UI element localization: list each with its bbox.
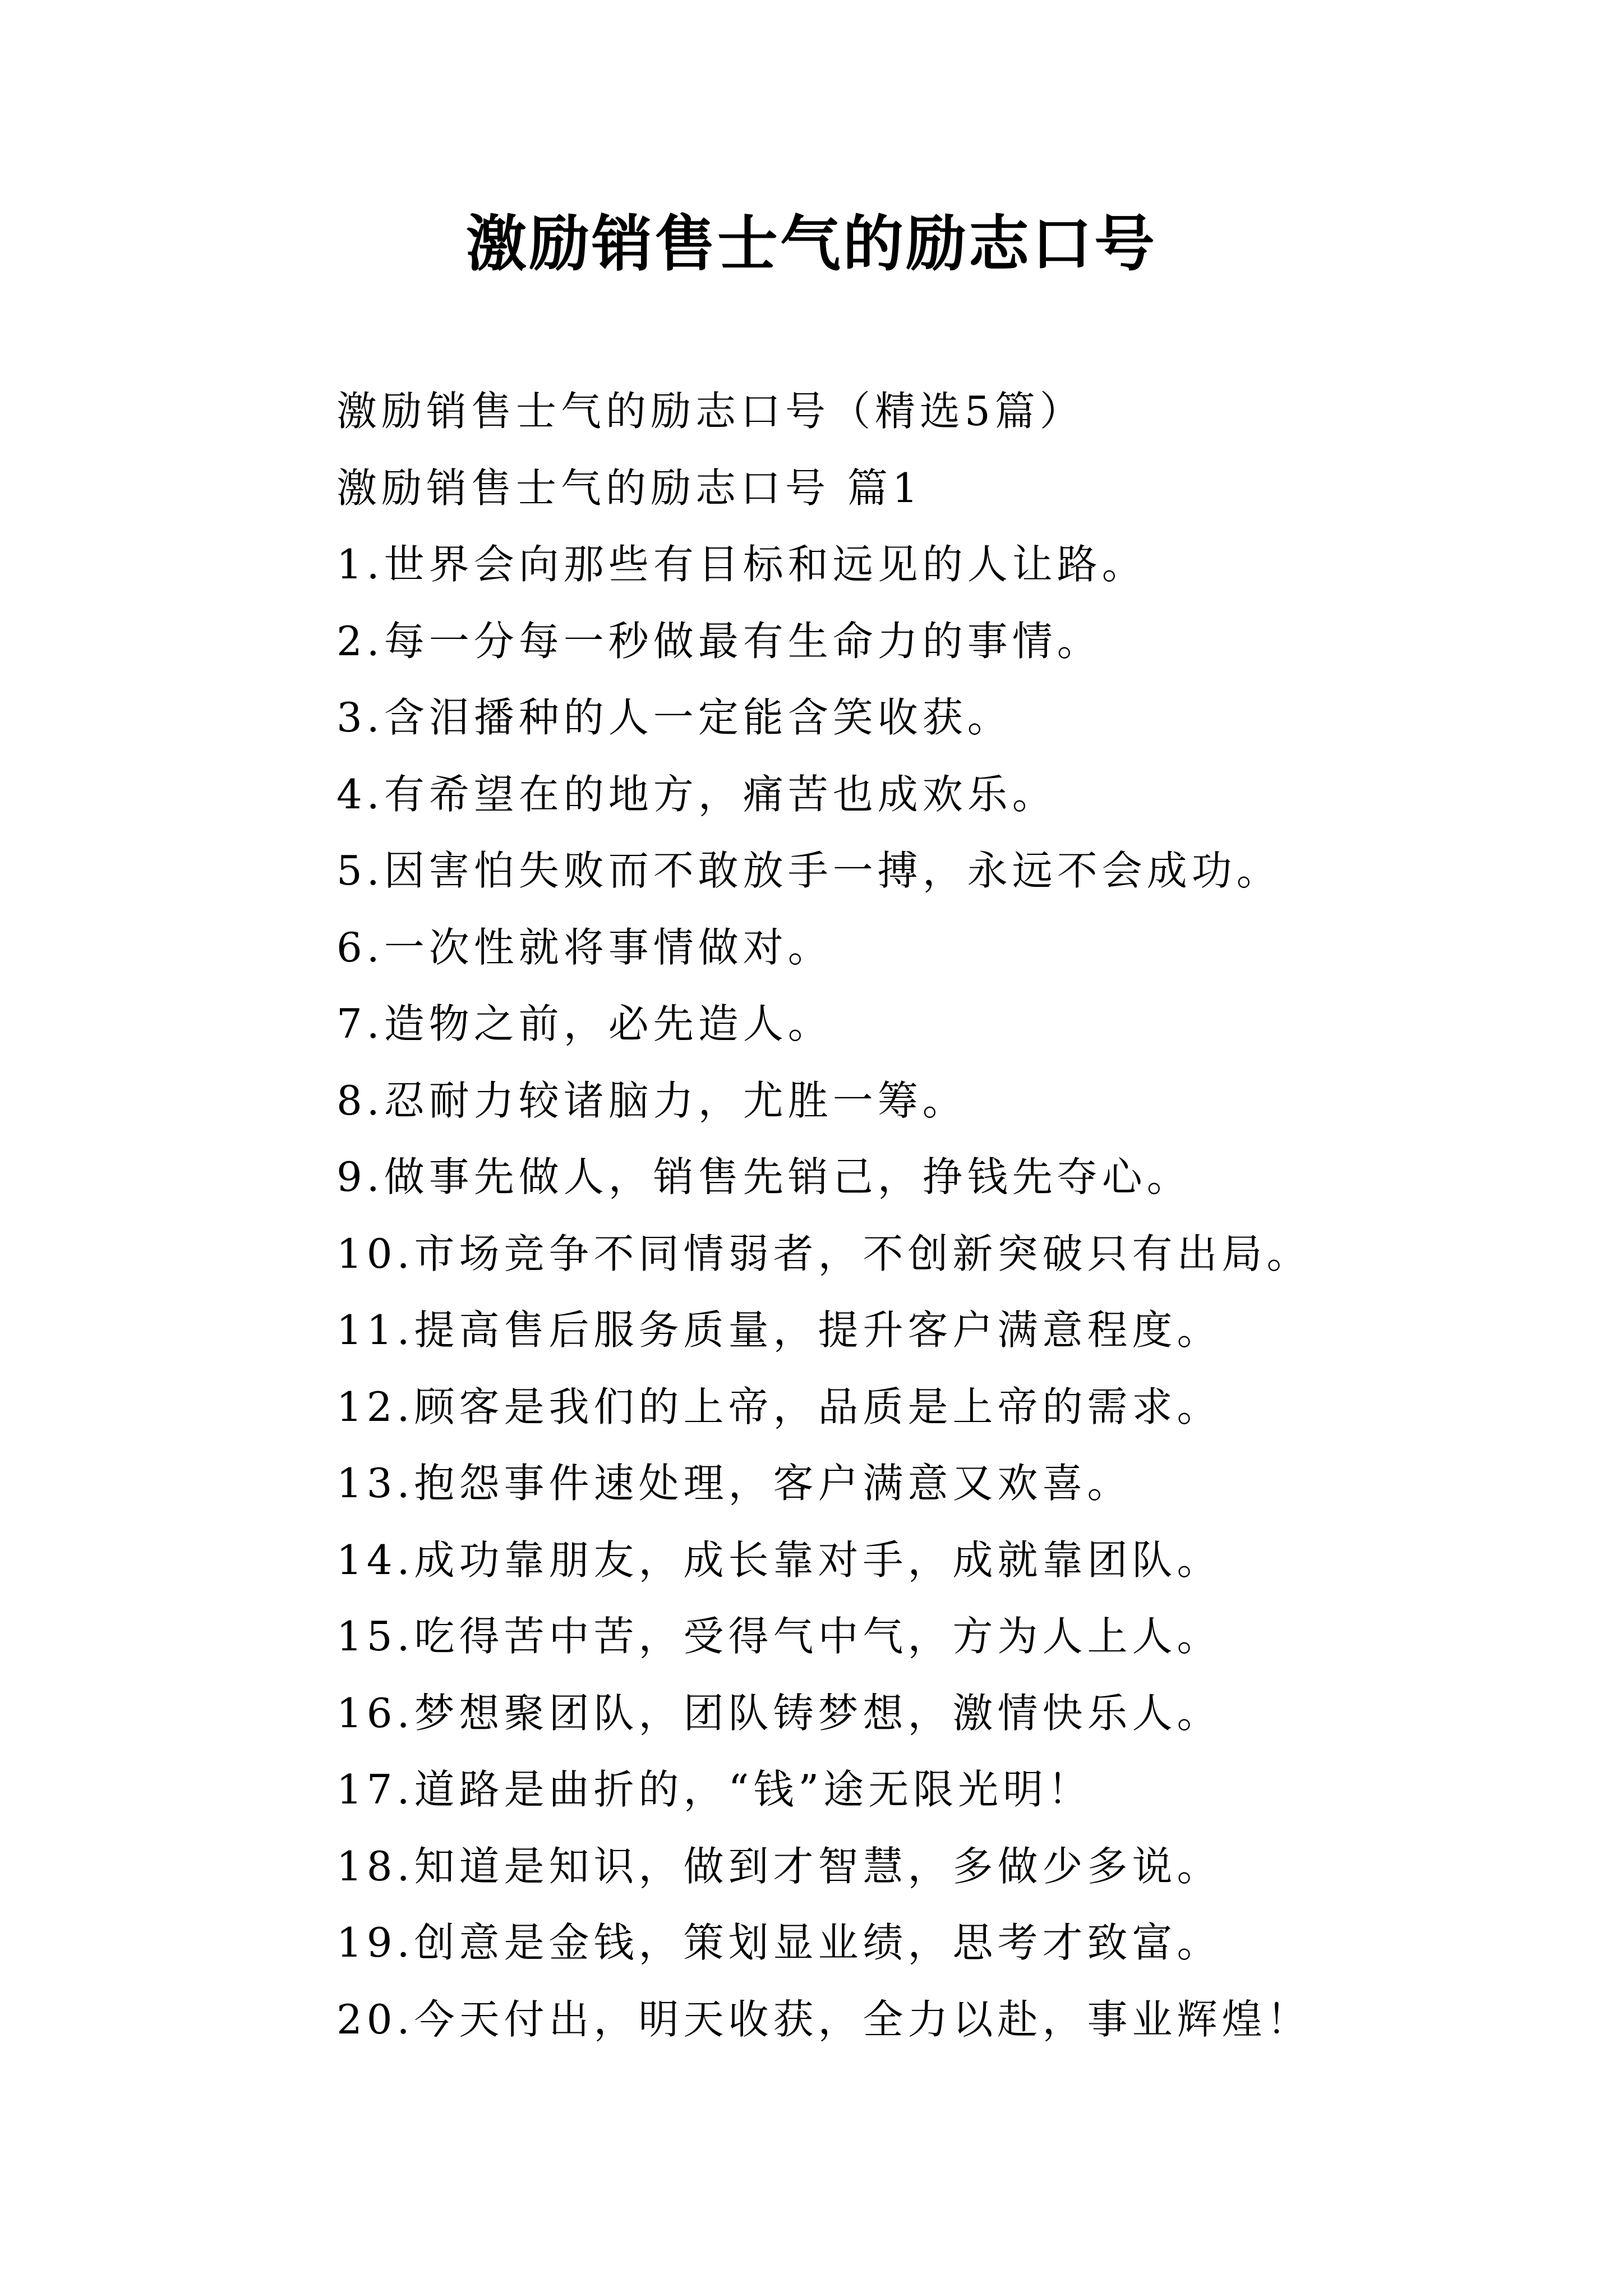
slogan-item: 20.今天付出，明天收获，全力以赴，事业辉煌！ xyxy=(336,1995,1312,2043)
slogan-item: 8.忍耐力较诸脑力，尤胜一筹。 xyxy=(336,1076,967,1124)
slogan-item: 7.造物之前，必先造人。 xyxy=(336,1000,833,1047)
slogan-item: 4.有希望在的地方，痛苦也成欢乐。 xyxy=(336,770,1057,818)
slogan-item: 16.梦想聚团队，团队铸梦想，激情快乐人。 xyxy=(336,1689,1222,1737)
slogan-item: 11.提高售后服务质量，提升客户满意程度。 xyxy=(336,1306,1222,1354)
slogan-item: 5.因害怕失败而不敢放手一搏，永远不会成功。 xyxy=(336,847,1281,894)
slogan-item: 2.每一分每一秒做最有生命力的事情。 xyxy=(336,617,1102,665)
slogan-item: 10.市场竞争不同情弱者，不创新突破只有出局。 xyxy=(336,1230,1312,1277)
slogan-item: 3.含泪播种的人一定能含笑收获。 xyxy=(336,694,1012,741)
slogan-item: 6.一次性就将事情做对。 xyxy=(336,923,833,971)
document-body xyxy=(336,373,1514,2058)
slogan-item: 9.做事先做人，销售先销己，挣钱先夺心。 xyxy=(336,1153,1192,1200)
slogan-item: 12.顾客是我们的上帝，品质是上帝的需求。 xyxy=(336,1383,1222,1430)
slogan-item: 18.知道是知识，做到才智慧，多做少多说。 xyxy=(336,1842,1222,1890)
page-title: 激励销售士气的励志口号 xyxy=(465,209,1157,279)
slogan-item: 15.吃得苦中苦，受得气中气，方为人上人。 xyxy=(336,1613,1222,1660)
slogan-item: 14.成功靠朋友，成长靠对手，成就靠团队。 xyxy=(336,1536,1222,1584)
intro-line: 激励销售士气的励志口号（精选5篇） xyxy=(336,388,1085,435)
slogan-item: 13.抱怨事件速处理，客户满意又欢喜。 xyxy=(336,1460,1132,1507)
slogan-item: 1.世界会向那些有目标和远见的人让路。 xyxy=(336,541,1147,588)
section-heading: 激励销售士气的励志口号 篇1 xyxy=(336,464,923,512)
slogan-item: 17.道路是曲折的，“钱”途无限光明！ xyxy=(336,1766,1093,1813)
slogan-item: 19.创意是金钱，策划显业绩，思考才致富。 xyxy=(336,1919,1222,1966)
